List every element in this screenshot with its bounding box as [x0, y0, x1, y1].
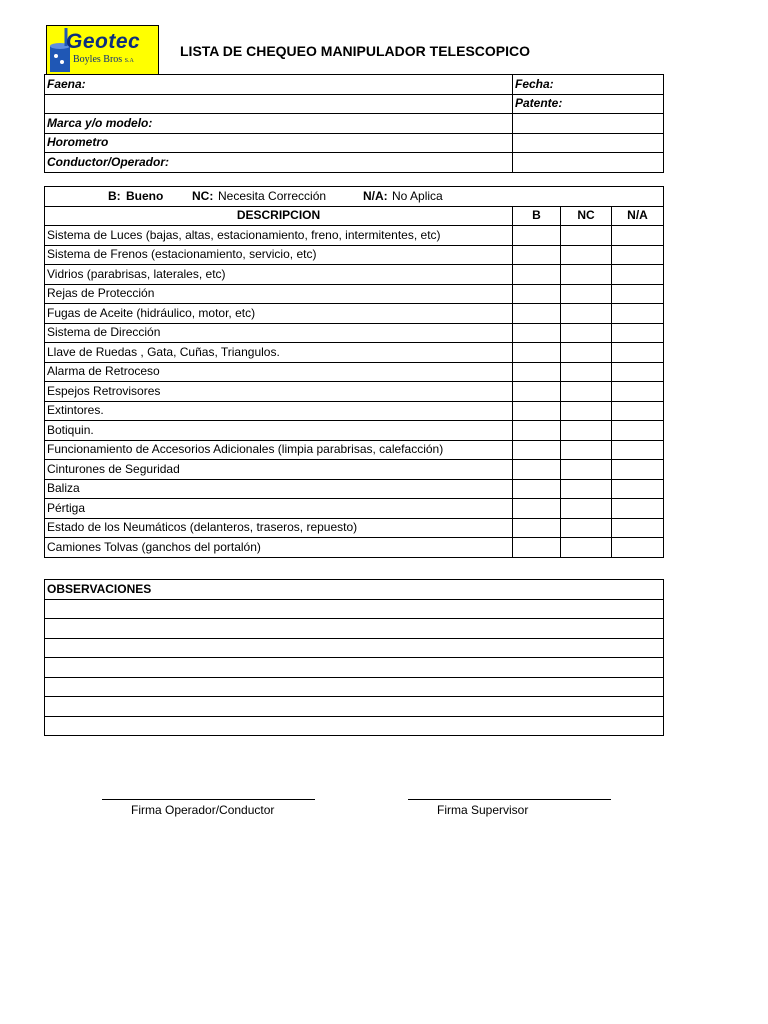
observation-field[interactable] — [45, 599, 664, 619]
checklist-row — [45, 284, 664, 304]
checkbox-cell-nc[interactable] — [561, 343, 612, 363]
supervisor-signature-line[interactable] — [408, 799, 611, 800]
checklist-row — [45, 323, 664, 343]
checkbox-cell-b[interactable] — [513, 460, 561, 480]
legend-nc-key: NC: — [192, 188, 214, 203]
header-row — [45, 114, 664, 134]
legend-row — [45, 187, 664, 207]
observation-field[interactable] — [45, 697, 664, 717]
observations-title: OBSERVACIONES — [45, 580, 664, 600]
checkbox-cell-na[interactable] — [612, 421, 664, 441]
operator-signature-label: Firma Operador/Conductor — [131, 803, 275, 817]
col-na: N/A — [612, 206, 664, 226]
checklist-row — [45, 265, 664, 285]
col-nc: NC — [561, 206, 612, 226]
checkbox-cell-b[interactable] — [513, 226, 561, 246]
checkbox-cell-b[interactable] — [513, 245, 561, 265]
observation-field[interactable] — [45, 677, 664, 697]
checklist-item-description: Sistema de Frenos (estacionamiento, servicio, etc) — [45, 245, 513, 265]
checklist-row — [45, 343, 664, 363]
observation-field[interactable] — [45, 716, 664, 736]
checklist-item-description: Funcionamiento de Accesorios Adicionales (limpia parabrisas, calefacción) — [45, 440, 513, 460]
checklist-row — [45, 401, 664, 421]
header-row — [45, 133, 664, 153]
header-form — [44, 74, 664, 173]
checklist-item-description: Fugas de Aceite (hidráulico, motor, etc) — [45, 304, 513, 324]
checklist-row — [45, 226, 664, 246]
observation-field[interactable] — [45, 658, 664, 678]
checkbox-cell-na[interactable] — [612, 304, 664, 324]
checkbox-cell-b[interactable] — [513, 382, 561, 402]
checklist-row — [45, 518, 664, 538]
checkbox-cell-na[interactable] — [612, 323, 664, 343]
checkbox-cell-nc[interactable] — [561, 284, 612, 304]
legend — [45, 188, 663, 205]
checkbox-cell-b[interactable] — [513, 304, 561, 324]
checkbox-cell-b[interactable] — [513, 440, 561, 460]
checklist-row — [45, 479, 664, 499]
checkbox-cell-nc[interactable] — [561, 479, 612, 499]
checkbox-cell-b[interactable] — [513, 284, 561, 304]
legend-na-text: No Aplica — [392, 188, 443, 203]
checkbox-cell-nc[interactable] — [561, 460, 612, 480]
checklist-item-description: Espejos Retrovisores — [45, 382, 513, 402]
checkbox-cell-b[interactable] — [513, 421, 561, 441]
observation-field[interactable] — [45, 638, 664, 658]
legend-b-text: Bueno — [126, 188, 164, 203]
header-row — [45, 94, 664, 114]
checkbox-cell-na[interactable] — [612, 226, 664, 246]
checkbox-cell-b[interactable] — [513, 401, 561, 421]
observation-line — [45, 599, 664, 619]
header-field-label[interactable]: Marca y/o modelo: — [45, 114, 513, 134]
observation-line — [45, 619, 664, 639]
checkbox-cell-nc[interactable] — [561, 265, 612, 285]
legend-b-key: B: — [108, 188, 121, 203]
checkbox-cell-na[interactable] — [612, 245, 664, 265]
checkbox-cell-b[interactable] — [513, 538, 561, 558]
observation-line — [45, 677, 664, 697]
checklist-table — [44, 186, 664, 558]
checkbox-cell-na[interactable] — [612, 440, 664, 460]
header-field-label[interactable]: Faena: — [45, 75, 513, 95]
checklist-item-description: Baliza — [45, 479, 513, 499]
observation-line — [45, 697, 664, 717]
col-b: B — [513, 206, 561, 226]
checklist-item-description: Alarma de Retroceso — [45, 362, 513, 382]
header-row — [45, 153, 664, 173]
checklist-item-description: Pértiga — [45, 499, 513, 519]
legend-nc-text: Necesita Corrección — [218, 188, 327, 203]
checkbox-cell-na[interactable] — [612, 343, 664, 363]
column-header-row — [45, 206, 664, 226]
checklist-item-description: Camiones Tolvas (ganchos del portalón) — [45, 538, 513, 558]
logo-subtitle: Boyles Bros S.A — [73, 54, 134, 65]
legend-na-key: N/A: — [363, 188, 388, 203]
checkbox-cell-b[interactable] — [513, 499, 561, 519]
checkbox-cell-na[interactable] — [612, 479, 664, 499]
checkbox-cell-nc[interactable] — [561, 226, 612, 246]
checkbox-cell-na[interactable] — [612, 362, 664, 382]
checkbox-cell-b[interactable] — [513, 323, 561, 343]
checkbox-cell-na[interactable] — [612, 518, 664, 538]
col-description: DESCRIPCION — [45, 206, 513, 226]
checkbox-cell-nc[interactable] — [561, 518, 612, 538]
checklist-row — [45, 362, 664, 382]
checklist-item-description: Sistema de Luces (bajas, altas, estacionamiento, freno, intermitentes, etc) — [45, 226, 513, 246]
checklist-item-description: Cinturones de Seguridad — [45, 460, 513, 480]
checklist-row — [45, 440, 664, 460]
checkbox-cell-nc[interactable] — [561, 421, 612, 441]
checkbox-cell-na[interactable] — [612, 499, 664, 519]
checklist-row — [45, 499, 664, 519]
observation-line — [45, 658, 664, 678]
checkbox-cell-na[interactable] — [612, 284, 664, 304]
checkbox-cell-nc[interactable] — [561, 538, 612, 558]
checklist-row — [45, 382, 664, 402]
checklist-item-description: Llave de Ruedas , Gata, Cuñas, Triangulos. — [45, 343, 513, 363]
checkbox-cell-na[interactable] — [612, 265, 664, 285]
checklist-item-description: Estado de los Neumáticos (delanteros, traseros, repuesto) — [45, 518, 513, 538]
checkbox-cell-b[interactable] — [513, 518, 561, 538]
checkbox-cell-na[interactable] — [612, 460, 664, 480]
header-field-right[interactable] — [513, 153, 664, 173]
checkbox-cell-nc[interactable] — [561, 362, 612, 382]
observations-table — [44, 579, 664, 736]
checklist-row — [45, 304, 664, 324]
header-field-right[interactable]: Patente: — [513, 94, 664, 114]
checkbox-cell-nc[interactable] — [561, 382, 612, 402]
checkbox-cell-b[interactable] — [513, 362, 561, 382]
checkbox-cell-nc[interactable] — [561, 245, 612, 265]
header-field-right[interactable] — [513, 133, 664, 153]
checklist-row — [45, 538, 664, 558]
supervisor-signature-label: Firma Supervisor — [437, 803, 529, 817]
checkbox-cell-na[interactable] — [612, 401, 664, 421]
header-field-label[interactable]: Horometro — [45, 133, 513, 153]
logo-brand: Geotec — [66, 30, 141, 53]
checklist-item-description: Sistema de Dirección — [45, 323, 513, 343]
observation-line — [45, 638, 664, 658]
checkbox-cell-nc[interactable] — [561, 401, 612, 421]
checklist-item-description: Rejas de Protección — [45, 284, 513, 304]
checklist-item-description: Vidrios (parabrisas, laterales, etc) — [45, 265, 513, 285]
checkbox-cell-nc[interactable] — [561, 499, 612, 519]
checkbox-cell-b[interactable] — [513, 265, 561, 285]
checklist-row — [45, 245, 664, 265]
observation-field[interactable] — [45, 619, 664, 639]
header-field-label[interactable] — [45, 94, 513, 114]
header-field-right[interactable] — [513, 114, 664, 134]
observation-line — [45, 716, 664, 736]
checkbox-cell-na[interactable] — [612, 538, 664, 558]
operator-signature-line[interactable] — [102, 799, 315, 800]
header-row — [45, 75, 664, 95]
checkbox-cell-b[interactable] — [513, 343, 561, 363]
company-logo — [46, 25, 159, 75]
header-field-label[interactable]: Conductor/Operador: — [45, 153, 513, 173]
checkbox-cell-b[interactable] — [513, 479, 561, 499]
page-title: LISTA DE CHEQUEO MANIPULADOR TELESCOPICO — [180, 43, 531, 59]
checklist-row — [45, 460, 664, 480]
checklist-item-description: Extintores. — [45, 401, 513, 421]
checklist-row — [45, 421, 664, 441]
checkbox-cell-na[interactable] — [612, 382, 664, 402]
checkbox-cell-nc[interactable] — [561, 323, 612, 343]
checkbox-cell-nc[interactable] — [561, 304, 612, 324]
checkbox-cell-nc[interactable] — [561, 440, 612, 460]
header-field-right[interactable]: Fecha: — [513, 75, 664, 95]
checklist-item-description: Botiquin. — [45, 421, 513, 441]
